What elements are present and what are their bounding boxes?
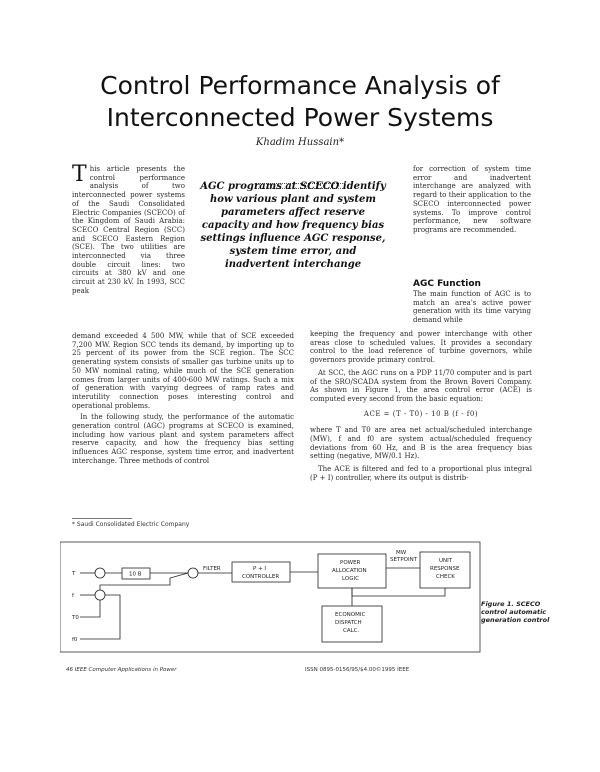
filter-label: FILTER: [203, 566, 221, 572]
body-paragraph: The ACE is filtered and fed to a proportional plus integral (P + I) controller, where its output is distrib-: [310, 465, 532, 482]
unit-response-label-3: CHECK: [436, 574, 455, 580]
power-alloc-label-1: POWER: [340, 560, 361, 566]
section-heading: AGC Function: [413, 279, 481, 289]
ten-b-label: 10 B: [129, 571, 142, 578]
intro-text: his article presents the control performance analysis of two interconnected power systems of the Saudi Consolidated Electric Companies (SCECO) of the Kingdom of Saudi Arabia: SCECO Central Region (SCC) and SCECO Eastern Region (SCE). The two utilities are interconnected via three double circuit lines: two circuits at 380 kV and one circuit at 230 kV. In 1993, SCC peak: [72, 165, 185, 295]
input-label-f: f: [72, 593, 74, 599]
pi-label-1: P + I: [253, 566, 267, 572]
footer-issn: ISSN 0895-0156/95/$4.00©1995 IEEE: [305, 667, 410, 673]
body-paragraph: where T and T0 are area net actual/scheduled interchange (MW), f and f0 are system actual/scheduled frequency deviations from 60 Hz, and B is the area frequency bias setting (negative, MW/0.1 Hz).: [310, 426, 532, 461]
economic-label-1: ECONOMIC: [335, 612, 366, 618]
body-paragraph: At SCC, the AGC runs on a PDP 11/70 computer and is part of the SRO/SCADA system from the Brown Boveri Company. As shown in Figure 1, the area control error (ACE) is computed every second from the basic equation:: [310, 368, 532, 403]
title-line-1: Control Performance Analysis of: [100, 71, 500, 100]
line-interchange-to-ace: [100, 573, 188, 590]
left-column-body: [72, 332, 294, 469]
footnote-rule: [72, 518, 132, 519]
summing-junction-interchange: [95, 568, 105, 578]
drop-cap: T: [72, 162, 87, 187]
economic-label-2: DISPATCH: [335, 620, 362, 626]
body-paragraph: demand exceeded 4 500 MW, while that of SCE exceeded 7,200 MW. Region SCC tends its demand, by importing up to 25 percent of its power from the SCE region. The SCC generating system consists of smaller gas turbine units up to 50 MW nominal rating, while much of the SCE generation comes from larger units of 400-600 MW ratings. Such a mix of generation with varying degrees of ramp rates and interutility connection poses interesting control and operational problems.: [72, 332, 294, 410]
line-t0: [80, 600, 100, 617]
body-paragraph: In the following study, the performance of the automatic generation control (AGC) programs at SCECO is examined, including how various plant and system parameters affect reserve capacity, and how the frequency bias setting influences AGC response, system time error, and inadvertent interchange. Three methods of control: [72, 413, 294, 465]
pi-label-2: CONTROLLER: [242, 574, 280, 580]
pull-quote: AGC programs at SCECO identify how various plant and system parameters affect reserve capacity and how frequency bias settings influence AGC response, system time error, and inadvertent interchange: [200, 181, 386, 270]
footer-journal: 46 IEEE Computer Applications in Power: [66, 667, 177, 673]
agc-function-paragraph: The main function of AGC is to match an area's active power generation with its time varying demand while: [413, 290, 531, 325]
power-alloc-label-2: ALLOCATION: [332, 568, 367, 574]
unit-response-label-1: UNIT: [439, 558, 453, 564]
footnote: * Saudi Consolidated Electric Company: [72, 521, 190, 528]
right-column-mid: [413, 290, 531, 325]
mw-label: MW: [396, 550, 407, 556]
title-line-2: Interconnected Power Systems: [106, 103, 494, 132]
power-alloc-label-3: LOGIC: [342, 576, 359, 582]
agc-block-diagram: [60, 540, 540, 660]
right-column-body: [310, 330, 532, 487]
line-feedback: [352, 588, 445, 596]
summing-junction-frequency: [95, 590, 105, 600]
summing-junction-ace: [188, 568, 198, 578]
input-label-t0: T0: [72, 615, 79, 621]
author-name: Khadim Hussain*: [255, 137, 345, 148]
figure-caption: Figure 1. SCECO control automatic generation control: [481, 600, 550, 624]
body-paragraph: keeping the frequency and power interchange with other areas close to scheduled values. It provides a secondary control to the load reference of turbine governors, while governors provide primary control.: [310, 330, 532, 365]
right-column-top: [413, 165, 531, 237]
ace-equation: ACE = (T - T0) - 10 B (f - f0): [363, 409, 479, 418]
input-label-f0: f0: [72, 637, 78, 643]
input-label-t: T: [72, 571, 76, 577]
economic-label-3: CALC.: [343, 628, 360, 634]
unit-response-label-2: RESPONSE: [430, 566, 460, 572]
right-top-paragraph: for correction of system time error and inadvertent interchange are analyzed with regard to their application to the SCECO interconnected power systems. To improve control performance, new software programs are recommended.: [413, 165, 531, 234]
intro-paragraph: [72, 162, 185, 296]
setpoint-label: SETPOINT: [390, 557, 418, 563]
article-title: [0, 70, 600, 134]
